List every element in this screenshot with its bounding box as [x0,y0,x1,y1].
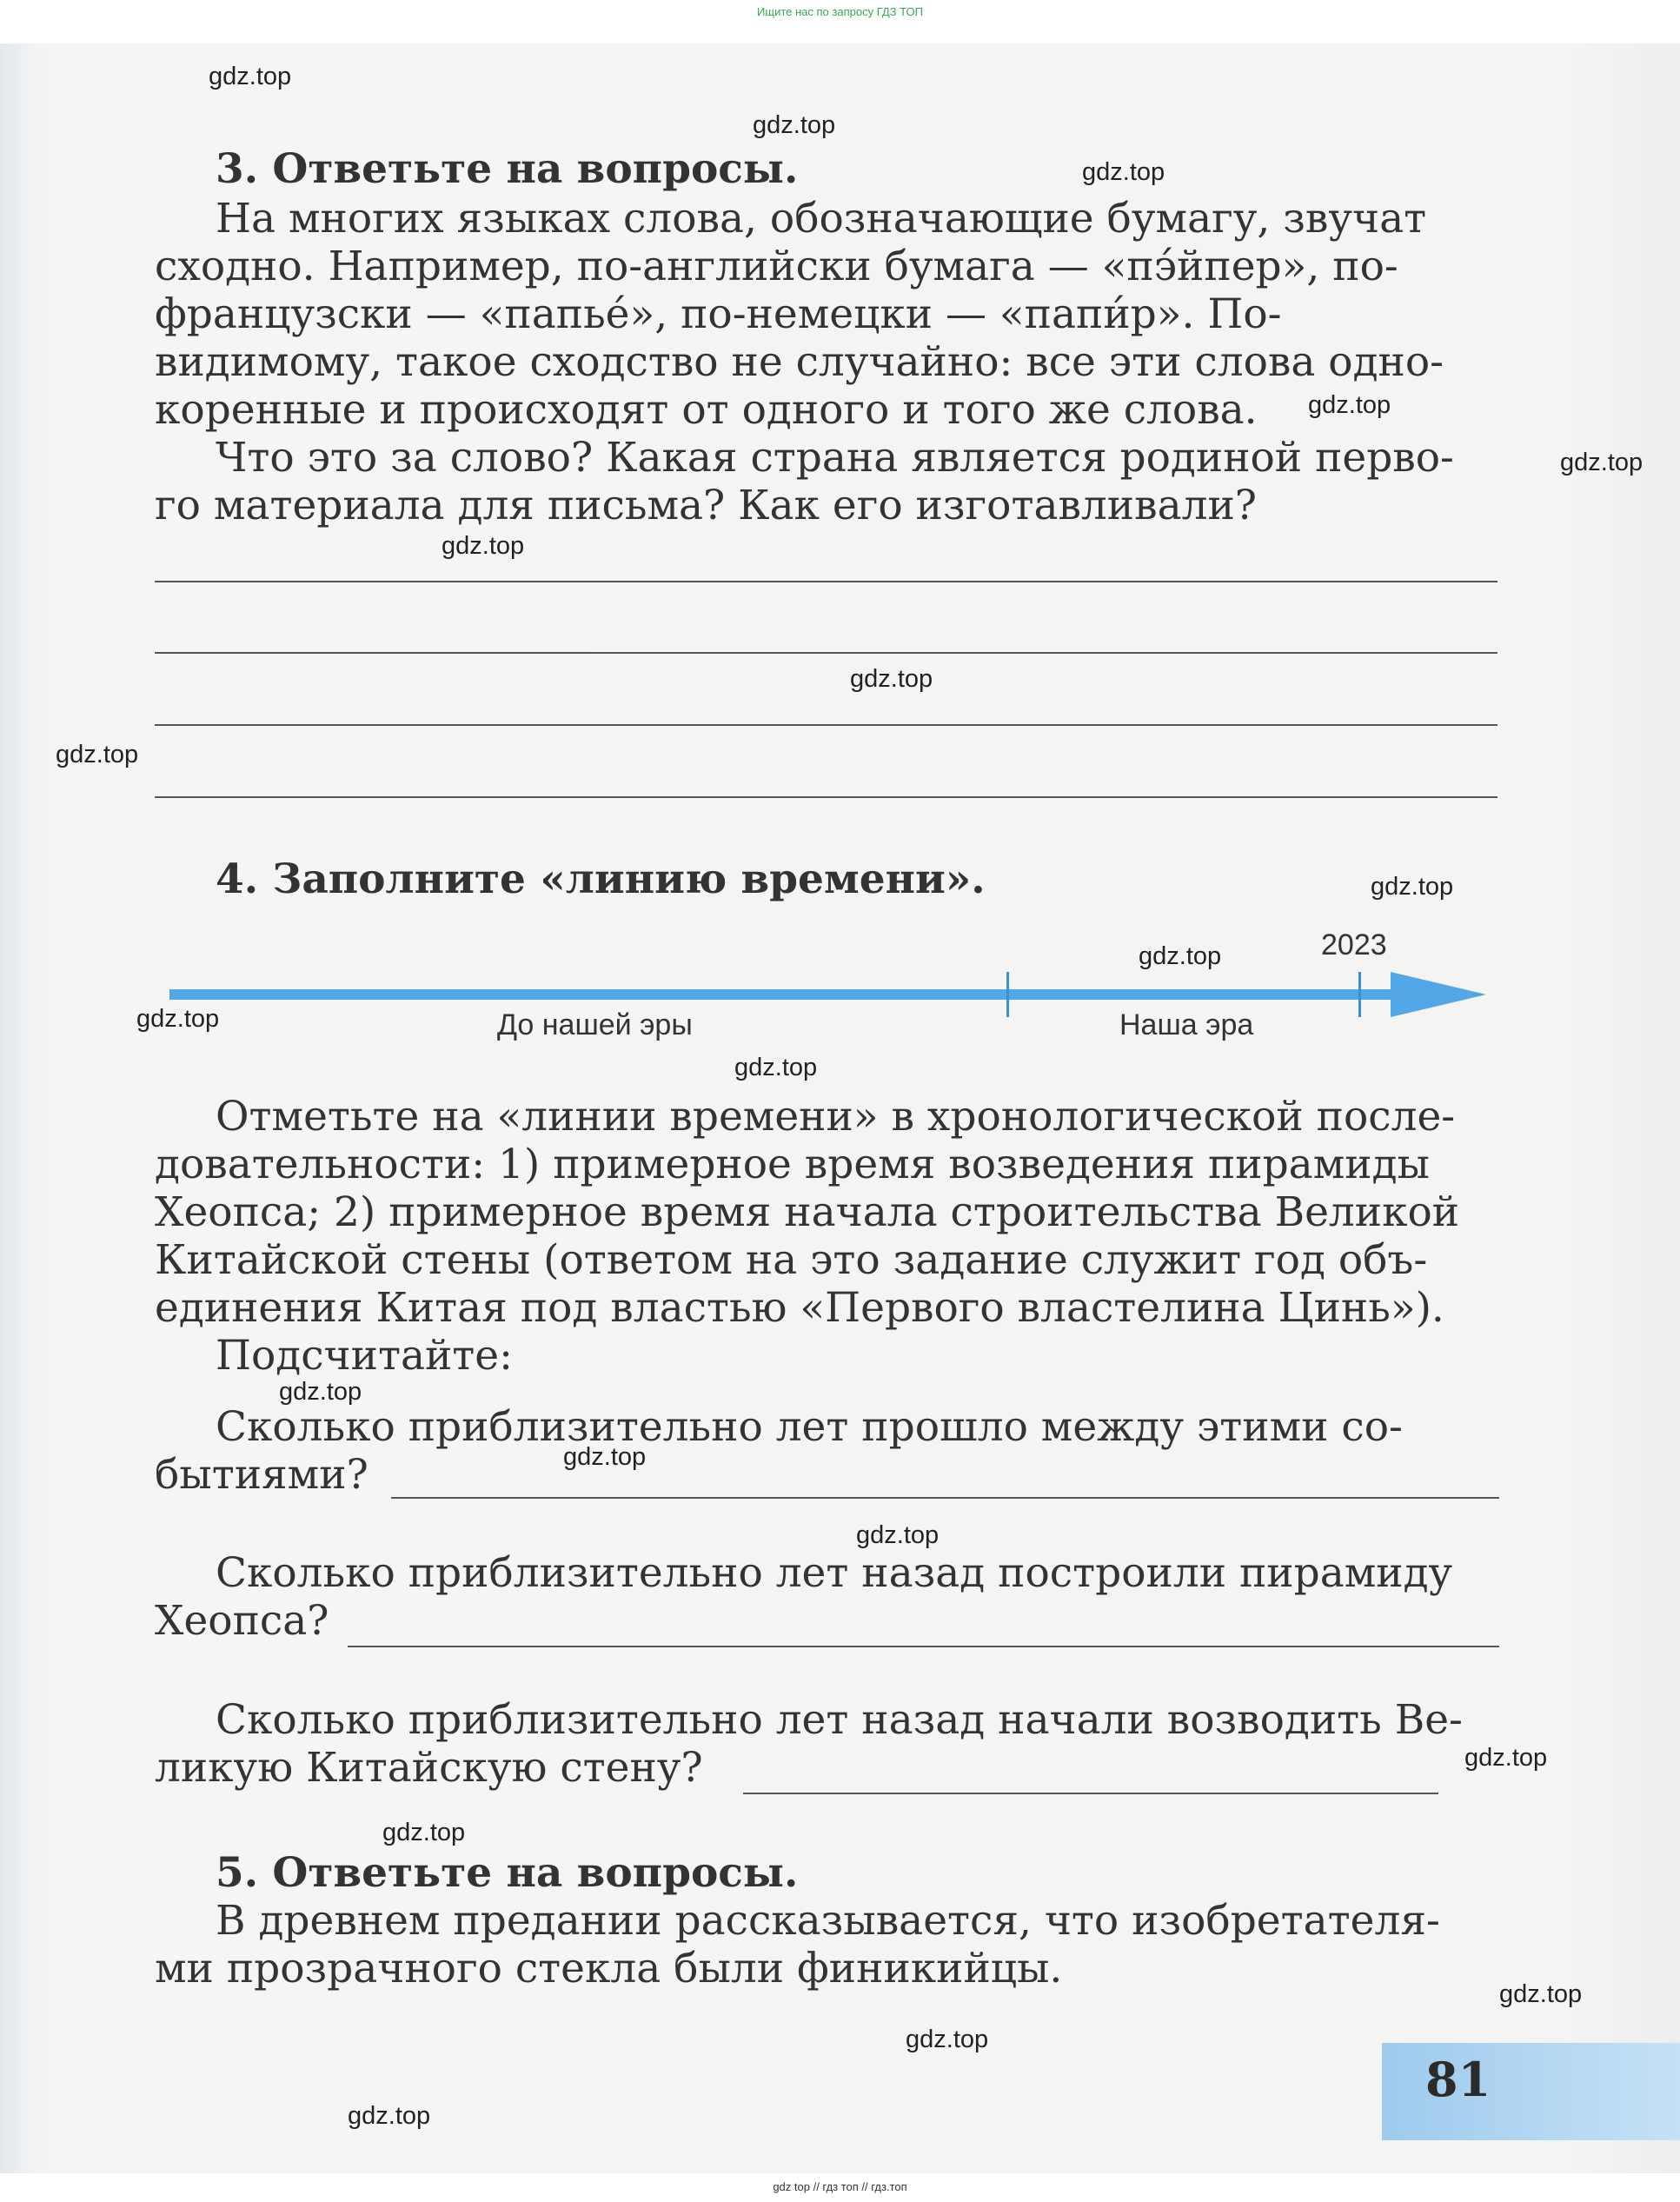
watermark: gdz.top [563,1443,647,1471]
watermark: gdz.top [1499,1980,1583,2008]
task4-line: довательности: 1) примерное время возведения пирамиды [155,1141,1430,1188]
watermark: gdz.top [442,532,525,560]
watermark: gdz.top [906,2026,989,2053]
watermark: gdz.top [1082,158,1165,186]
task5-heading: 5. Ответьте на вопросы. [216,1849,799,1897]
watermark: gdz.top [382,1819,466,1846]
answer-line[interactable] [348,1646,1499,1647]
watermark: gdz.top [279,1378,362,1406]
answer-line[interactable] [155,724,1497,726]
task4-line: Хеопса; 2) примерное время начала строительства Великой [155,1188,1460,1236]
task4-line: бытиями? [155,1451,369,1499]
timeline-bc-label: До нашей эры [497,1008,693,1041]
watermark: gdz.top [1139,942,1222,970]
task4-line: Сколько приблизительно лет прошло между этими со- [216,1403,1403,1451]
timeline-year-tick [1358,972,1361,1017]
timeline-era-divider [1006,972,1009,1017]
footer-note: gdz top // гдз топ // гдз.топ [773,2180,907,2193]
task3-line: го материала для письма? Как его изготавливали? [155,482,1257,529]
task3-line: французски — «папье́», по-немецки — «папи́р». По- [155,290,1282,338]
task4-line: Сколько приблизительно лет назад построили пирамиду [216,1549,1453,1597]
task3-heading: 3. Ответьте на вопросы. [216,145,799,193]
task4-line: Сколько приблизительно лет назад начали возводить Ве- [216,1696,1463,1744]
watermark: gdz.top [1560,449,1643,476]
task4-line: Хеопса? [155,1597,329,1645]
task4-heading: 4. Заполните «линию времени». [216,855,986,903]
watermark: gdz.top [1371,873,1454,901]
watermark: gdz.top [1308,391,1391,419]
task5-line: В древнем предании рассказывается, что изобретателя- [216,1897,1440,1945]
watermark: gdz.top [1464,1744,1548,1772]
task3-line: сходно. Например, по-английски бумага — «пэ́йпер», по- [155,243,1398,290]
watermark: gdz.top [856,1521,940,1549]
task5-line: ми прозрачного стекла были финикийцы. [155,1945,1063,1992]
task4-line: единения Китая под властью «Первого властелина Цинь»). [155,1284,1444,1332]
watermark: gdz.top [136,1005,220,1033]
answer-line[interactable] [155,652,1497,654]
answer-line[interactable] [155,581,1497,582]
watermark: gdz.top [56,741,139,768]
task4-line: Китайской стены (ответом на это задание служит год объ- [155,1236,1428,1284]
task4-line: Отметьте на «линии времени» в хронологической после- [216,1093,1456,1141]
timeline-year-label: 2023 [1321,928,1387,961]
header-note: Ищите нас по запросу ГДЗ ТОП [757,5,923,18]
watermark: gdz.top [850,665,933,693]
answer-line[interactable] [743,1793,1438,1794]
watermark: gdz.top [209,63,292,90]
page-number: 81 [1425,2052,1491,2107]
task3-line: На многих языках слова, обозначающие бумагу, звучат [216,195,1427,243]
task3-line: коренные и происходят от одного и того же слова. [155,386,1258,434]
watermark: gdz.top [348,2102,431,2130]
timeline-axis[interactable] [169,989,1443,1000]
watermark: gdz.top [753,111,836,139]
answer-line[interactable] [391,1497,1499,1499]
task3-line: видимому, такое сходство не случайно: все эти слова одно- [155,338,1444,386]
watermark: gdz.top [734,1054,818,1081]
answer-line[interactable] [155,796,1497,798]
task4-line: ликую Китайскую стену? [155,1744,703,1792]
timeline-arrow-icon [1391,972,1486,1017]
task4-line: Подсчитайте: [216,1332,513,1380]
timeline-ad-label: Наша эра [1119,1008,1254,1041]
task3-line: Что это за слово? Какая страна является родиной перво- [216,434,1454,482]
